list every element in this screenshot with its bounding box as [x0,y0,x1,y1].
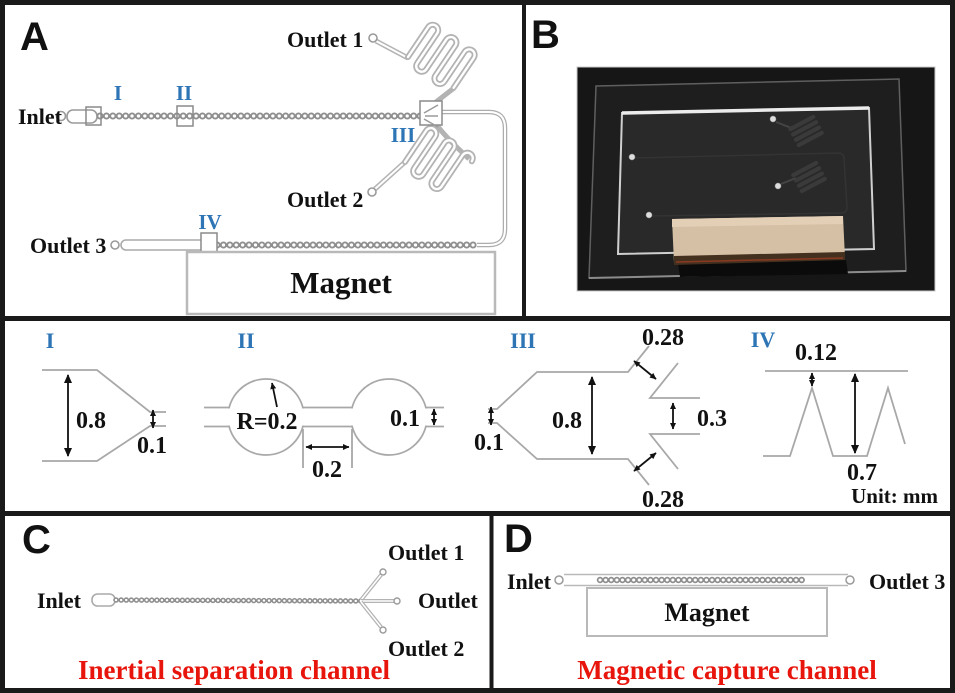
section-2-radius: R=0.2 [236,409,298,435]
section-3-width: 0.8 [552,408,582,434]
c-outlet1-port-icon [380,569,386,575]
outlet1-port-icon [369,34,377,42]
section-1-narrow: 0.1 [137,433,167,459]
c-outlet-label: Outlet [418,588,478,613]
c-inlet-stub [92,594,115,606]
inlet-stub [67,110,97,123]
d-outlet3-label: Outlet 3 [869,569,946,594]
section-1-label: I [45,328,55,353]
d-caption: Magnetic capture channel [577,655,877,685]
magnet-label: Magnet [290,265,392,300]
section-3-bottom: 0.28 [642,487,684,513]
d-inlet-label: Inlet [507,569,551,594]
d-outlet3-port-icon [846,576,854,584]
c-inlet-label: Inlet [37,588,81,613]
outlet1-label: Outlet 1 [287,27,364,52]
section-4-tip-gap: 0.12 [795,340,837,366]
c-outlet2-label: Outlet 2 [388,636,465,661]
unit-label: Unit: mm [851,484,938,508]
roman-3: III [390,123,416,147]
section-4-label: IV [750,327,776,352]
inlet-label: Inlet [18,104,62,129]
section-2-narrow: 0.1 [390,406,420,432]
panel-a-letter: A [20,15,49,59]
panel-c-letter: C [22,518,51,562]
section-3-label: III [510,328,536,353]
outlet2-port-icon [368,188,376,196]
section-4-height: 0.7 [847,460,877,486]
panel-b-letter: B [531,13,560,57]
section-2-gap: 0.2 [312,457,342,483]
outlet2-label: Outlet 2 [287,187,364,212]
marker-box-4 [201,233,217,252]
d-inlet-port-icon [555,576,563,584]
c-channel-chain [116,600,361,601]
roman-4: IV [198,210,222,234]
c-outlet1-label: Outlet 1 [388,540,465,565]
section-3-top: 0.28 [642,325,684,351]
roman-1: I [113,81,123,105]
section-3-middle: 0.3 [697,406,727,432]
section-2-label: II [237,328,255,353]
section-1-width: 0.8 [76,408,106,434]
roman-2: II [175,81,193,105]
c-outlet-port-icon [394,598,400,604]
outlet3-stub [121,240,207,250]
marker-box-3 [420,101,442,125]
outlet3-port-icon [111,241,119,249]
d-magnet-label: Magnet [664,598,750,627]
section-3-narrow: 0.1 [474,430,504,456]
c-outlet2-port-icon [380,627,386,633]
c-caption: Inertial separation channel [77,655,391,685]
outlet3-label: Outlet 3 [30,233,107,258]
panel-d-letter: D [504,517,533,561]
